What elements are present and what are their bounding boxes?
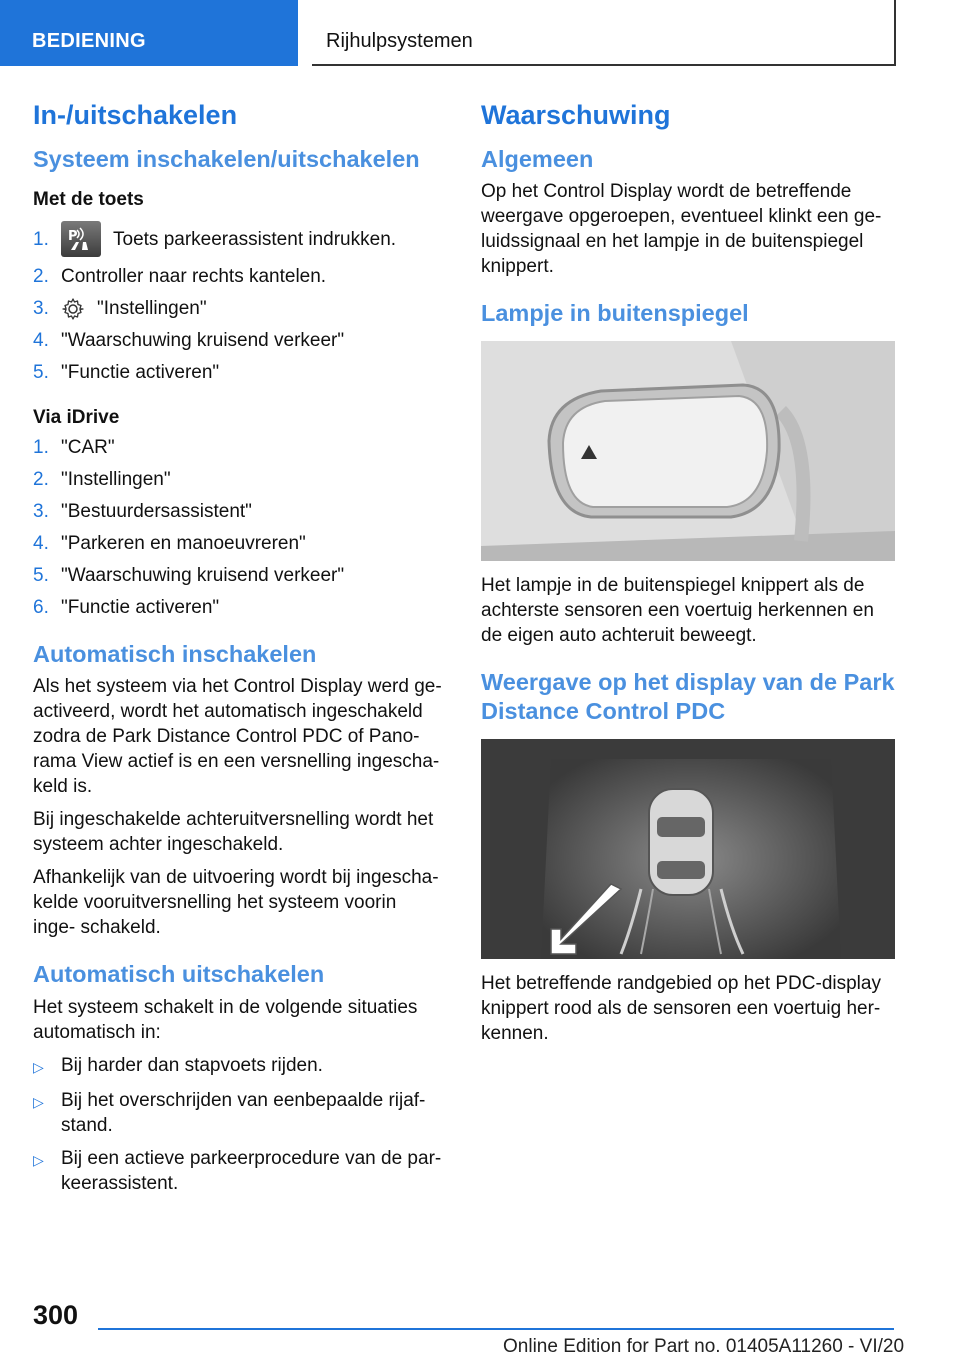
step-number: 1. xyxy=(33,437,49,459)
bullet-text: Bij een actieve parkeerprocedure van de par‐ keerassistent. xyxy=(61,1147,442,1194)
heading-mirror-lamp: Lampje in buitenspiegel xyxy=(481,300,749,327)
footer-divider xyxy=(98,1328,894,1330)
step-number: 1. xyxy=(33,228,49,250)
svg-text:P: P xyxy=(68,229,78,245)
mirror-illustration xyxy=(481,341,895,561)
heading-with-button: Met de toets xyxy=(33,189,144,211)
park-assist-button-icon xyxy=(61,221,101,257)
step-text: "CAR" xyxy=(61,437,115,459)
list-item xyxy=(33,1088,443,1138)
header-section-label: BEDIENING xyxy=(32,30,146,52)
general-paragraph: Op het Control Display wordt de betreffende weergave opgeroepen, eventueel klinkt een ge‐ luidssignaal en het lampje in de buitenspiegel knippert. xyxy=(481,181,882,278)
mirror-paragraph: Het lampje in de buitenspiegel knippert als de achterste sensoren een voertuig herkennen en de eigen auto achteruit beweegt. xyxy=(481,575,874,647)
step-number: 6. xyxy=(33,597,49,619)
step-text: Toets parkeerassistent indrukken. xyxy=(113,228,397,250)
auto-off-intro: Het systeem schakelt in de volgende situaties automatisch in: xyxy=(33,996,418,1043)
heading-pdc-display: Weergave op het display van de Park Distance Control PDC xyxy=(481,669,895,724)
pdc-display-illustration xyxy=(481,739,895,959)
header-chapter-label: Rijhulpsystemen xyxy=(326,30,473,52)
list-item xyxy=(33,264,443,289)
step-number: 2. xyxy=(33,469,49,491)
step-text: "Functie activeren" xyxy=(61,597,220,619)
step-text: "Instellingen" xyxy=(97,298,207,320)
triangle-bullet-icon: ▷ xyxy=(33,1151,44,1168)
heading-waarschuwing: Waarschuwing xyxy=(481,100,671,130)
auto-on-paragraph: Bij ingeschakelde achteruitversnelling wordt het systeem achter ingeschakeld. xyxy=(33,809,434,856)
pdc-paragraph: Het betreffende randgebied op het PDC-display knippert rood als de sensoren een voertuig her‐ kennen. xyxy=(481,972,881,1044)
heading-system-switch: Systeem inschakelen/uitschakelen xyxy=(33,146,420,172)
auto-on-paragraph: Als het systeem via het Control Display werd ge‐ activeerd, wordt het automatisch ingeschakeld zodra de Park Distance Control PDC of Pano‐ rama View actief is en een versnelling ingescha‐ keld is. xyxy=(33,676,442,798)
heading-auto-off: Automatisch uitschakelen xyxy=(33,961,325,988)
step-number: 4. xyxy=(33,330,49,352)
list-item xyxy=(33,531,443,556)
step-text: Controller naar rechts kantelen. xyxy=(61,266,327,288)
list-item xyxy=(33,1146,443,1196)
bullet-text: Bij harder dan stapvoets rijden. xyxy=(61,1054,323,1076)
step-number: 5. xyxy=(33,565,49,587)
gear-icon xyxy=(61,297,85,321)
step-number: 3. xyxy=(33,501,49,523)
list-item xyxy=(33,435,443,460)
step-text: "Instellingen" xyxy=(61,469,171,491)
step-number: 3. xyxy=(33,298,49,320)
triangle-bullet-icon: ▷ xyxy=(33,1093,44,1110)
button-steps-list xyxy=(33,221,443,385)
heading-via-idrive: Via iDrive xyxy=(33,407,120,429)
auto-on-paragraph: Afhankelijk van de uitvoering wordt bij ingescha‐ kelde vooruitversnelling het systeem voorin inge‐ schakeld. xyxy=(33,867,439,939)
list-item xyxy=(33,467,443,492)
list-item xyxy=(33,563,443,588)
triangle-bullet-icon: ▷ xyxy=(33,1058,44,1075)
page-number: 300 xyxy=(33,1300,79,1330)
heading-auto-on: Automatisch inschakelen xyxy=(33,641,317,668)
step-number: 4. xyxy=(33,533,49,555)
bullet-text: Bij het overschrijden van eenbepaalde rijaf‐ stand. xyxy=(61,1089,426,1136)
header-section-tab xyxy=(0,0,298,66)
step-text: "Bestuurdersassistent" xyxy=(61,501,252,523)
right-column xyxy=(481,96,895,1054)
auto-off-list xyxy=(33,1053,443,1196)
heading-general: Algemeen xyxy=(481,146,594,172)
list-item xyxy=(33,499,443,524)
footer-edition: Online Edition for Part no. 01405A11260 - VI/20 xyxy=(503,1336,905,1357)
list-item xyxy=(33,328,443,353)
list-item xyxy=(33,360,443,385)
step-text: "Functie activeren" xyxy=(61,362,220,384)
list-item xyxy=(33,221,443,257)
list-item xyxy=(33,296,443,321)
left-column xyxy=(33,96,443,1204)
header-chapter-box xyxy=(312,0,896,66)
idrive-steps-list xyxy=(33,435,443,620)
step-number: 2. xyxy=(33,266,49,288)
step-text: "Waarschuwing kruisend verkeer" xyxy=(61,330,345,352)
heading-in-uitschakelen: In-/uitschakelen xyxy=(33,100,238,130)
step-text: "Parkeren en manoeuvreren" xyxy=(61,533,306,555)
list-item xyxy=(33,1053,443,1080)
step-text: "Waarschuwing kruisend verkeer" xyxy=(61,565,345,587)
step-number: 5. xyxy=(33,362,49,384)
list-item xyxy=(33,595,443,620)
